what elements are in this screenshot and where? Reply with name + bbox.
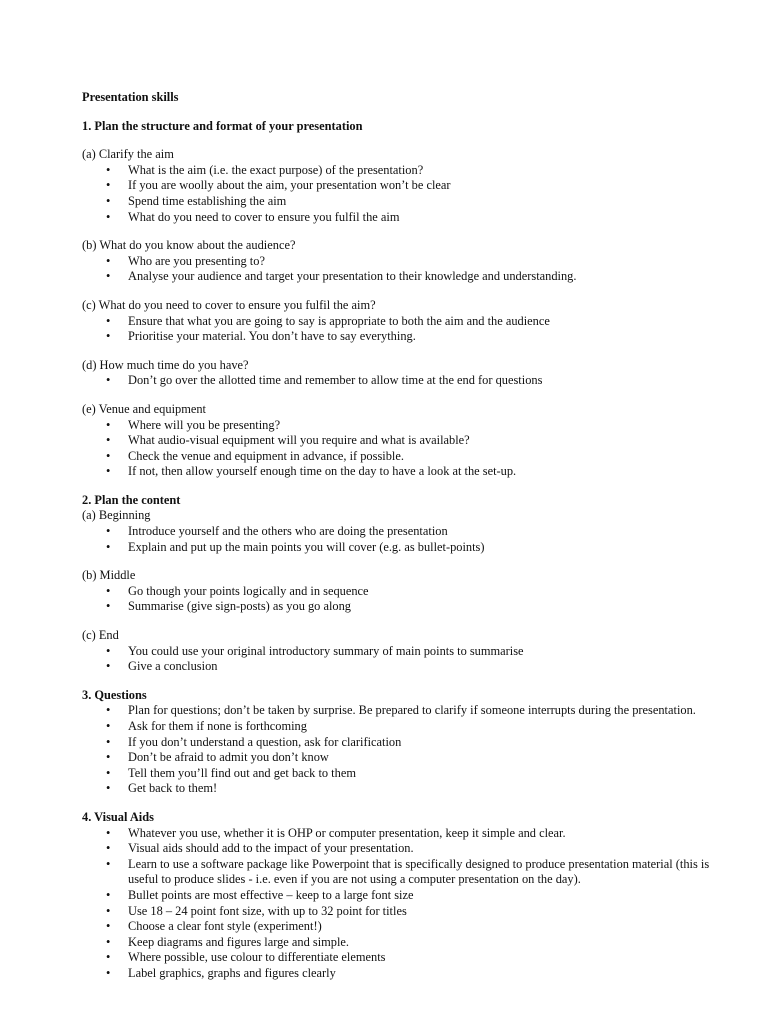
list-item: • Where will you be presenting? [82, 418, 712, 434]
list-item: • What is the aim (i.e. the exact purpose) of the presentation? [82, 163, 712, 179]
list-item: • Keep diagrams and figures large and simple. [82, 935, 712, 951]
list-item: • Choose a clear font style (experiment!) [82, 919, 712, 935]
s2-a-label: (a) Beginning [82, 508, 151, 523]
s1-b-list [82, 254, 712, 285]
section-4-heading: 4. Visual Aids [82, 809, 154, 824]
list-item: • Analyse your audience and target your presentation to their knowledge and understanding. [82, 269, 712, 285]
list-item: • Learn to use a software package like Powerpoint that is specifically designed to produce presentation material (this is useful to produce slides - i.e. even if you are not using a computer presentation on the day). [82, 857, 712, 888]
list-item: • Use 18 – 24 point font size, with up to 32 point for titles [82, 904, 712, 920]
list-item: • Get back to them! [82, 781, 712, 797]
list-item: • Spend time establishing the aim [82, 194, 712, 210]
list-item: • Ensure that what you are going to say is appropriate to both the aim and the audience [82, 314, 712, 330]
list-item: • If you don’t understand a question, ask for clarification [82, 735, 712, 751]
list-item: • Give a conclusion [82, 659, 712, 675]
section-2-heading: 2. Plan the content [82, 492, 181, 507]
list-item: • Summarise (give sign-posts) as you go along [82, 599, 712, 615]
list-item: • Whatever you use, whether it is OHP or computer presentation, keep it simple and clear. [82, 826, 712, 842]
list-item: • Check the venue and equipment in advance, if possible. [82, 449, 712, 465]
list-item: • Prioritise your material. You don’t have to say everything. [82, 329, 712, 345]
list-item: • Who are you presenting to? [82, 254, 712, 270]
s1-c-label: (c) What do you need to cover to ensure you fulfil the aim? [82, 297, 376, 312]
list-item: • Don’t go over the allotted time and remember to allow time at the end for questions [82, 373, 712, 389]
s1-b-label: (b) What do you know about the audience? [82, 238, 296, 253]
list-item: • Explain and put up the main points you will cover (e.g. as bullet-points) [82, 540, 712, 556]
list-item: • Don’t be afraid to admit you don’t know [82, 750, 712, 766]
section-1-heading: 1. Plan the structure and format of your presentation [82, 118, 363, 133]
document-title: Presentation skills [82, 90, 179, 104]
s1-d-label: (d) How much time do you have? [82, 357, 249, 372]
list-item: • Introduce yourself and the others who are doing the presentation [82, 524, 712, 540]
s2-c-list [82, 644, 712, 675]
list-item: • Plan for questions; don’t be taken by surprise. Be prepared to clarify if someone interrupts during the presentation. [82, 703, 712, 719]
list-item: • What do you need to cover to ensure you fulfil the aim [82, 210, 712, 226]
s1-e-list [82, 418, 712, 480]
s4-list [82, 826, 712, 982]
s1-a-list [82, 163, 712, 225]
s2-a-list [82, 524, 712, 555]
s1-e-label: (e) Venue and equipment [82, 401, 206, 416]
s1-a-label: (a) Clarify the aim [82, 147, 174, 162]
s2-c-label: (c) End [82, 628, 119, 643]
list-item: • Where possible, use colour to differentiate elements [82, 950, 712, 966]
list-item: • What audio-visual equipment will you require and what is available? [82, 433, 712, 449]
s1-d-list [82, 373, 712, 389]
s3-list [82, 703, 712, 797]
list-item: • You could use your original introductory summary of main points to summarise [82, 644, 712, 660]
s2-b-list [82, 584, 712, 615]
list-item: • Go though your points logically and in sequence [82, 584, 712, 600]
list-item: • Visual aids should add to the impact of your presentation. [82, 841, 712, 857]
document-page [82, 90, 712, 982]
list-item: • Tell them you’ll find out and get back to them [82, 766, 712, 782]
list-item: • If not, then allow yourself enough time on the day to have a look at the set-up. [82, 464, 712, 480]
list-item: • Bullet points are most effective – keep to a large font size [82, 888, 712, 904]
list-item: • Label graphics, graphs and figures clearly [82, 966, 712, 982]
s2-b-label: (b) Middle [82, 568, 136, 583]
section-3-heading: 3. Questions [82, 687, 147, 702]
list-item: • If you are woolly about the aim, your presentation won’t be clear [82, 178, 712, 194]
s1-c-list [82, 314, 712, 345]
list-item: • Ask for them if none is forthcoming [82, 719, 712, 735]
